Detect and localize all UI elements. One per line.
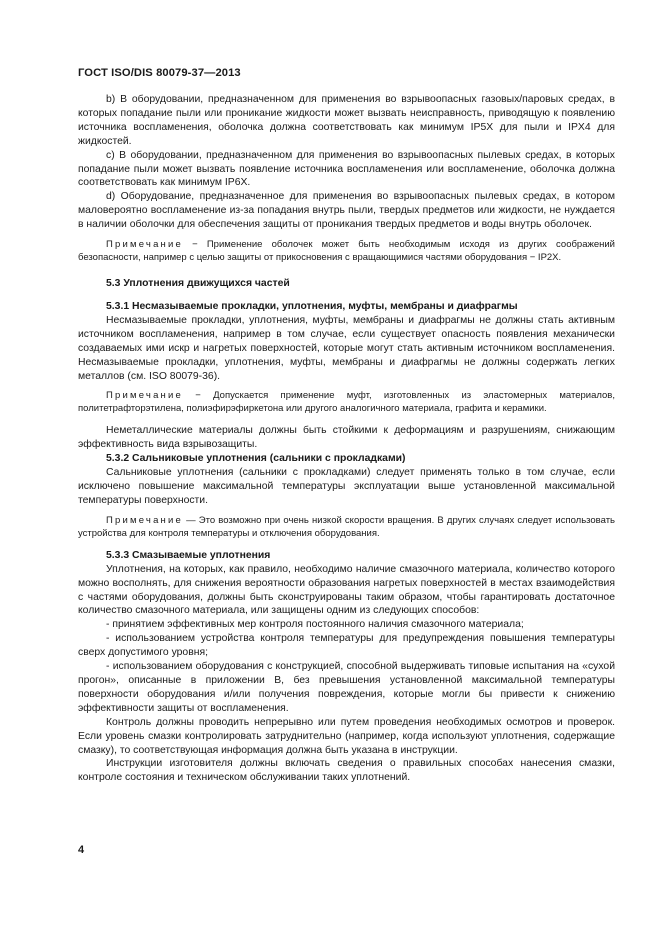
paragraph-inspection: Контроль должны проводить непрерывно или путем проведения необходимых осмотров и проверок. Если уровень смазки контролировать затруднительно (например, когда используют уплотнения, содержащие смазку), то соответствующая информация должна быть указана в инструкции.: [78, 716, 615, 756]
heading-5-3-2: 5.3.2 Сальниковые уплотнения (сальники с прокладками): [106, 453, 406, 465]
heading-5-3: 5.3 Уплотнения движущихся частей: [106, 278, 290, 290]
note-label: Примечание: [106, 239, 183, 251]
note-enclosures: [78, 238, 615, 264]
note-text: − Допускается применение муфт, изготовленных из эластомерных материалов, политетрафторэтилена, полиэфирэфиркетона или другого аналогичного материала, графита и керамики.: [78, 390, 615, 415]
note-text: − Применение оболочек может быть необходимым исходя из других соображений безопасности, например с целью защиты от прикосновения с вращающимися частями оборудования − IP2X.: [78, 239, 615, 264]
list-item-dry-run: - использованием оборудования с конструкцией, способной выдерживать типовые испытания на «сухой прогон», описанные в приложении В, без превышения установленной максимальной температуры поверхности оборудования и/или получения повреждения, которые могли бы привести к снижению эффективности защиты от воспламенения.: [78, 661, 615, 714]
page-number: 4: [78, 844, 85, 856]
list-item-lubricant-control: - принятием эффективных мер контроля постоянного наличия смазочного материала;: [106, 619, 524, 631]
note-text: — Это возможно при очень низкой скорости вращения. В других случаях следует использовать устройства для контроля температуры и отключения оборудования.: [78, 514, 615, 539]
paragraph-5-3-2: Сальниковые уплотнения (сальники с прокладками) следует применять только в том случае, если исключено повышение максимальной температуры эксплуатации выше установленной максимальной температуры поверхности.: [78, 467, 615, 506]
paragraph-b: b) В оборудовании, предназначенном для применения во взрывоопасных газовых/паровых средах, в которых попадание пыли или проникание жидкости может вызвать неисправность, приводящую к появлению источника воспламенения, оболочка должна соответствовать как минимум IP5X для пыли и IPX4 для жидкостей.: [78, 94, 615, 147]
paragraph-5-3-1: Несмазываемые прокладки, уплотнения, муфты, мембраны и диафрагмы не должны стать активным источником воспламенения, например в том случае, если существует опасность появления механически создаваемых ими искр и нагретых поверхностей, которые могут стать активным источником воспламенения. Несмазываемые прокладки, уплотнения, муфты, мембраны и диафрагмы не должны содержать легких металлов (см. ISO 80079-36).: [78, 314, 615, 382]
paragraph-5-3-3: Уплотнения, на которых, как правило, необходимо наличие смазочного материала, количество которого можно восполнять, для снижения вероятности образования нагретых поверхностей в местах взаимодействия с частями оборудования, должны быть сконструированы таким образом, чтобы гарантировать достаточное количество смазочного материала, или защищены одним из следующих способов:: [78, 563, 615, 617]
heading-5-3-1: 5.3.1 Несмазываемые прокладки, уплотнения, муфты, мембраны и диафрагмы: [106, 300, 518, 312]
list-item-temperature-control: - использованием устройства контроля температуры для предупреждения повышения температуры сверх допустимого уровня;: [78, 633, 615, 659]
heading-5-3-3: 5.3.3 Смазываемые уплотнения: [106, 549, 271, 561]
paragraph-d: d) Оборудование, предназначенное для применения во взрывоопасных пылевых средах, в котором маловероятно воспламенение из-за попадания внутрь пыли, твердых предметов или жидкости, не нуждается в наличии оболочки для обеспечения защиты от проникания твердых предметов и воды внутрь оболочек.: [78, 191, 615, 231]
paragraph-instructions: Инструкции изготовителя должны включать сведения о правильных способах нанесения смазки, контроле состояния и техническом обслуживании таких уплотнений.: [78, 758, 615, 784]
paragraph-nonmetallic: Неметаллические материалы должны быть стойкими к деформациям и разрушениям, снижающим эффективность вида взрывозащиты.: [78, 425, 615, 451]
note-label: Примечание: [106, 514, 183, 526]
document-body: [78, 93, 615, 785]
standard-header: ГОСТ ISO/DIS 80079-37—2013: [78, 67, 241, 79]
note-rotation: [78, 514, 615, 540]
note-label: Примечание: [106, 390, 183, 402]
paragraph-c: c) В оборудовании, предназначенном для применения во взрывоопасных пылевых средах, в которых попадание пыли может вызвать появление источника воспламенения или воспламенение, оболочка должна соответствовать как минимум IP6X.: [78, 149, 615, 189]
note-couplings: [78, 389, 615, 415]
